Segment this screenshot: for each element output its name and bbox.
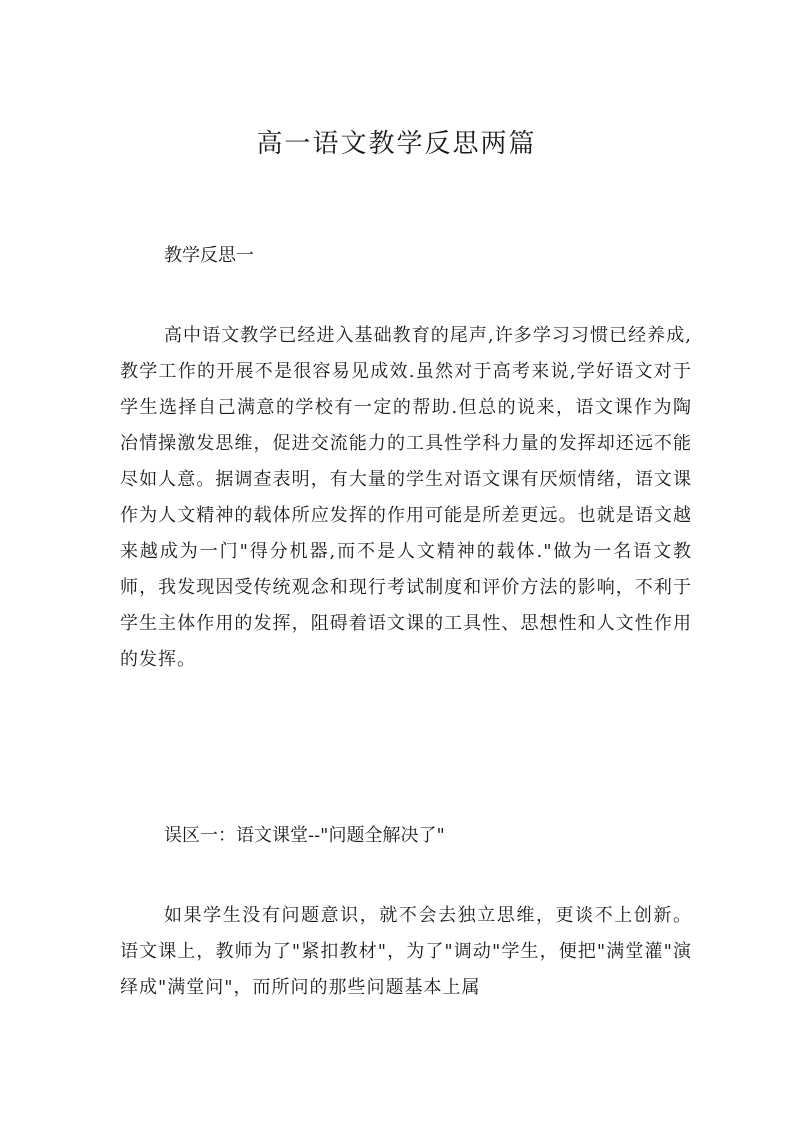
paragraph-intro: 高中语文教学已经进入基础教育的尾声,许多学习习惯已经养成,教学工作的开展不是很容易见成效.虽然对于高考来说,学好语文对于学生选择自己满意的学校有一定的帮助.但总的说来，语文课作为陶冶情操激发思维，促进交流能力的工具性学科力量的发挥却还远不能尽如人意。据调查表明，有大量的学生对语文课有厌烦情绪，语文课作为人文精神的载体所应发挥的作用可能是所差更远。也就是语文越来越成为一门"得分机器,而不是人文精神的载体."做为一名语文教师，我发现因受传统观念和现行考试制度和评价方法的影响，不利于学生主体作用的发挥，阻碍着语文课的工具性、思想性和人文性作用的发挥。 [120,325,692,670]
document-title: 高一语文教学反思两篇 [256,129,537,159]
section-heading-misconception-one: 误区一：语文课堂--"问题全解决了" [164,825,445,846]
section-heading-reflection-one: 教学反思一 [164,245,254,266]
paragraph-misconception: 如果学生没有问题意识，就不会去独立思维，更谈不上创新。语文课上，教师为了"紧扣教材"，为了"调动"学生，便把"满堂灌"演绎成"满堂问"，而所问的那些问题基本上属 [120,905,692,998]
